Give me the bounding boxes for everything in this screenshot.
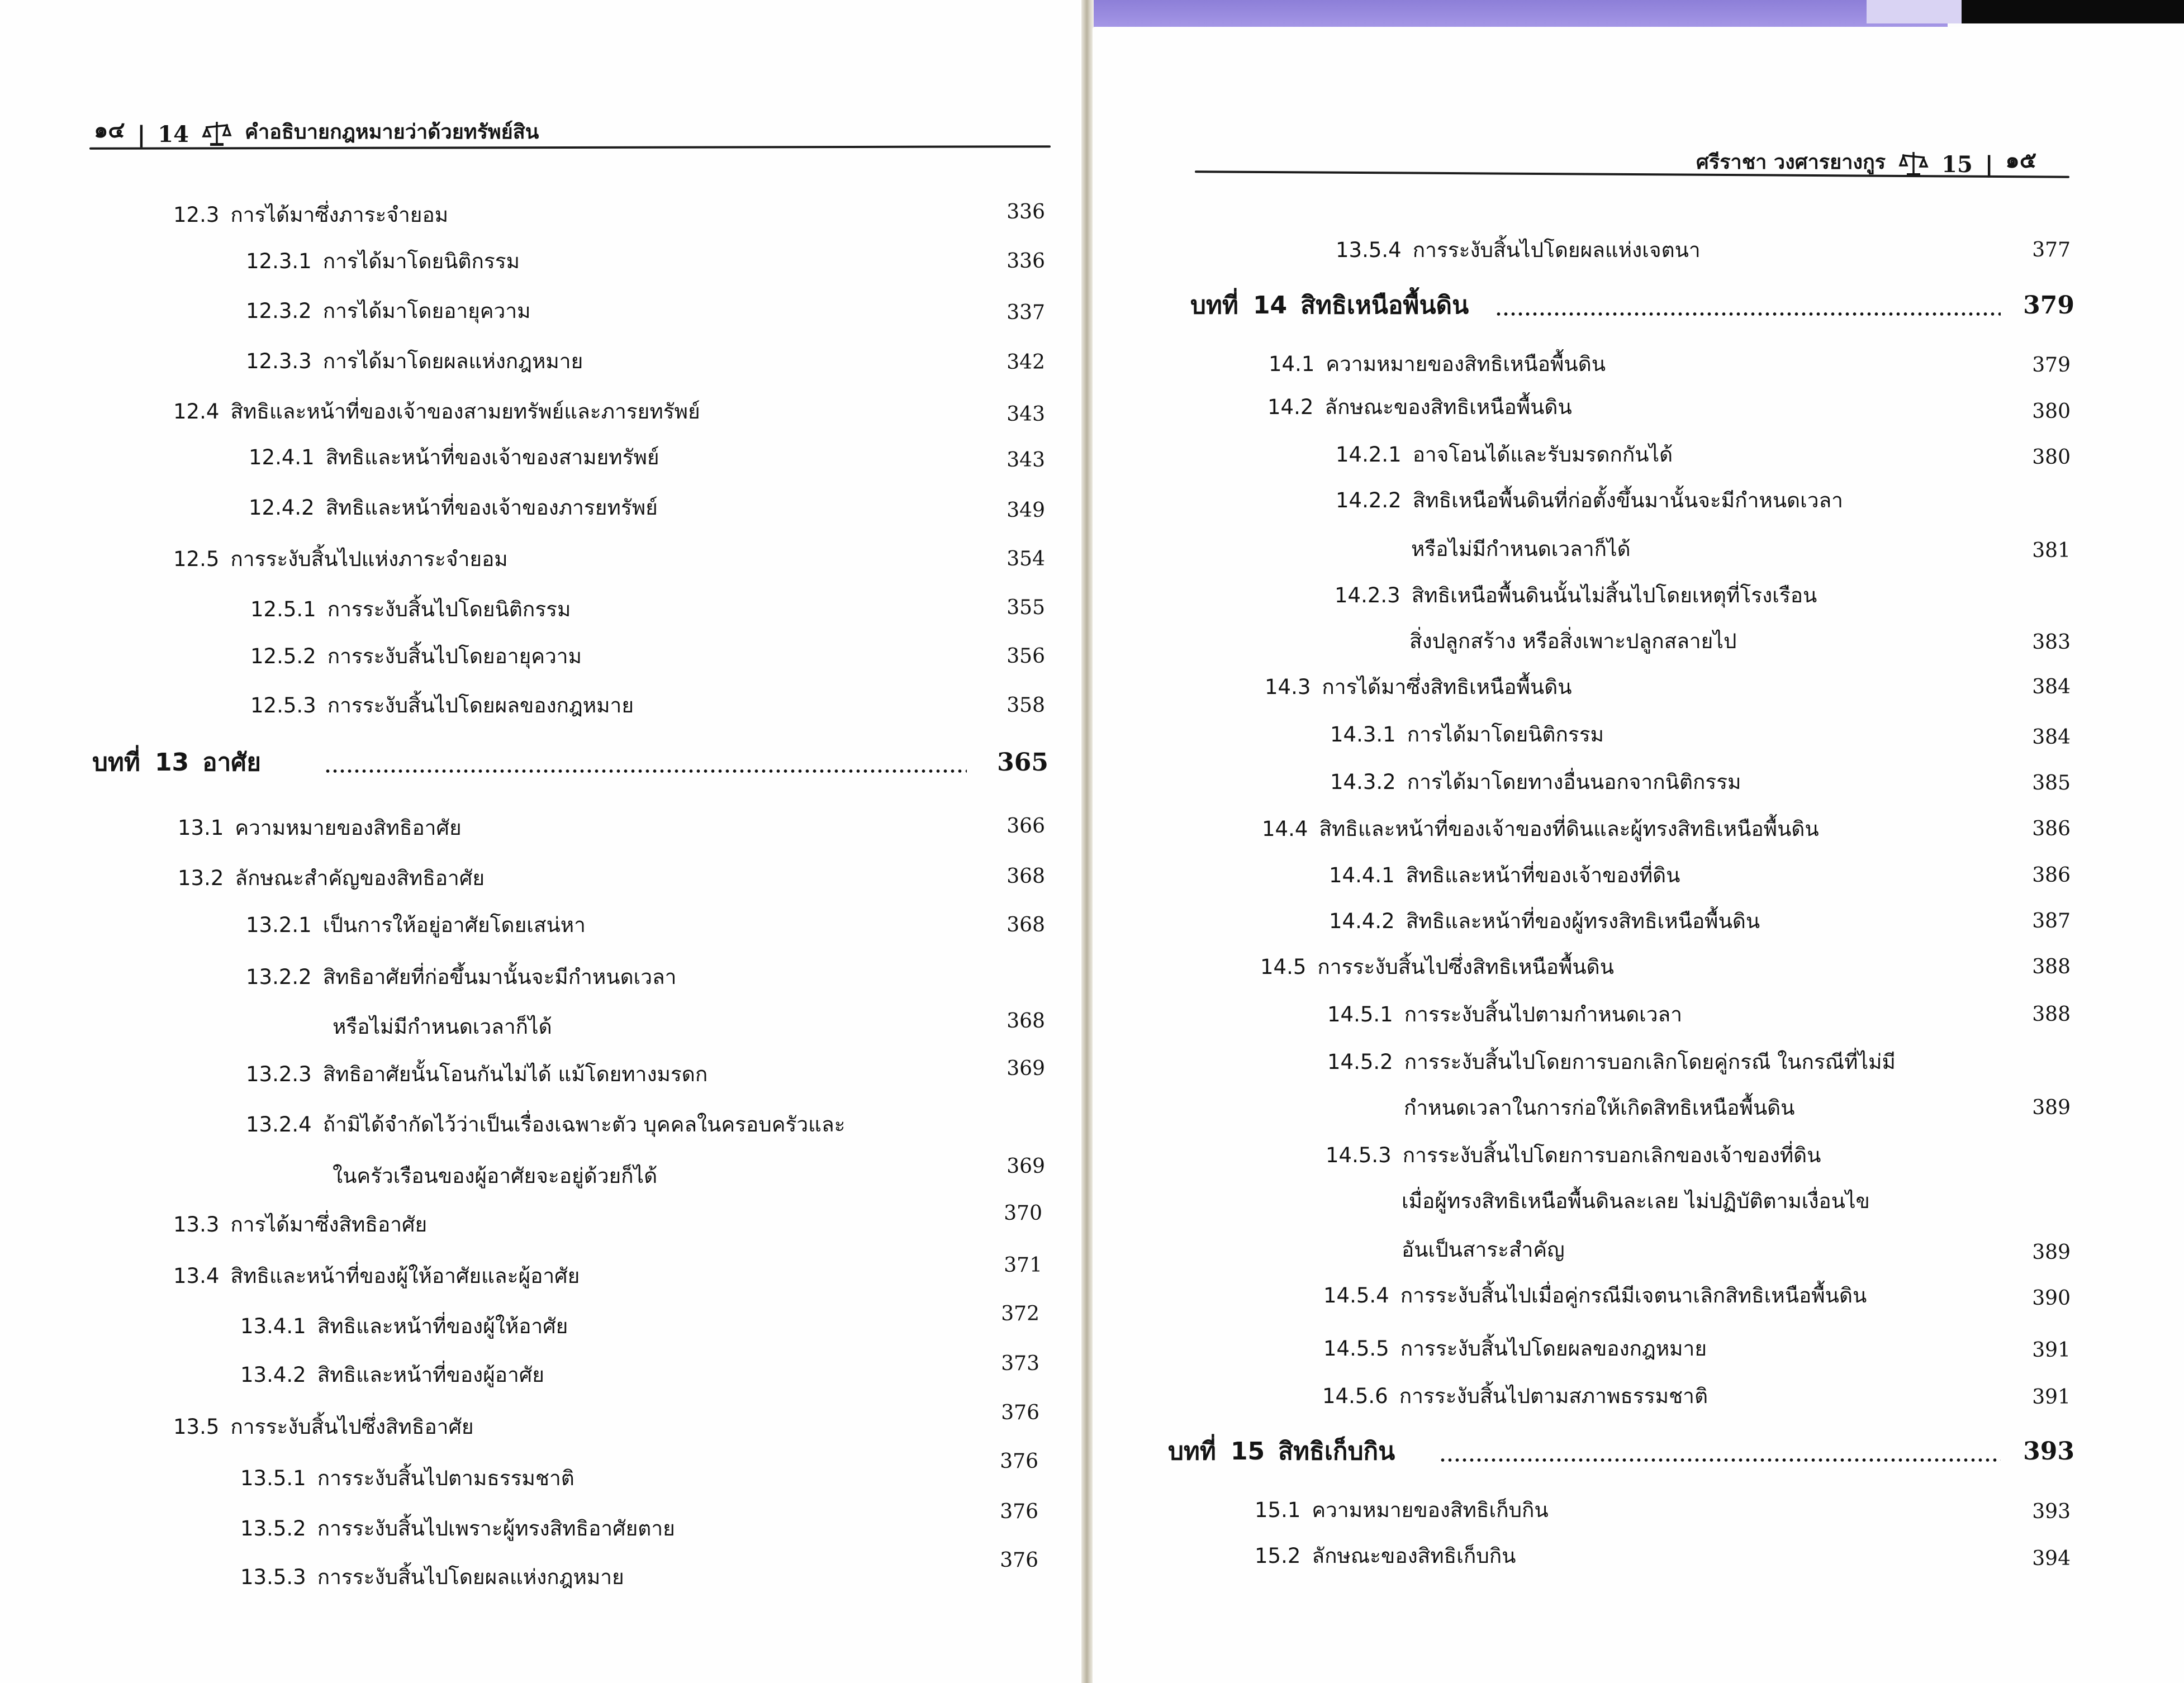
page-reference: 384	[2032, 726, 2071, 749]
page-reference: 368	[1006, 1010, 1045, 1033]
section-title: การระงับสิ้นไปซึ่งสิทธิเหนือพื้นดิน	[1317, 955, 1615, 979]
section-title: สิทธิอาศัยนั้นโอนกันไม่ได้ แม้โดยทางมรดก	[322, 1062, 708, 1086]
section-title: ลักษณะสำคัญของสิทธิอาศัย	[235, 866, 485, 890]
toc-entry	[250, 596, 571, 624]
section-title: หรือไม่มีกำหนดเวลาก็ได้	[333, 1015, 552, 1039]
section-number: 13.4.2	[240, 1363, 306, 1387]
section-title: การระงับสิ้นไปเพราะผู้ทรงสิทธิอาศัยตาย	[317, 1516, 675, 1541]
toc-entry	[1323, 1282, 1867, 1310]
page-reference: 366	[1006, 815, 1045, 838]
section-number: 12.3.2	[246, 299, 312, 323]
section-number: 13.5.4	[1336, 238, 1402, 262]
section-title: การระงับสิ้นไปโดยการบอกเลิกโดยคู่กรณี ในกรณีที่ไม่มี	[1404, 1050, 1896, 1074]
page-reference: 342	[1006, 351, 1045, 374]
page-reference: 369	[1006, 1155, 1045, 1178]
page-reference: 343	[1006, 403, 1045, 426]
section-title: การระงับสิ้นไปโดยผลของกฎหมาย	[327, 693, 634, 717]
toc-entry	[240, 1361, 544, 1389]
section-number: 15.1	[1255, 1498, 1301, 1522]
page-reference: 393	[2032, 1500, 2071, 1523]
section-title: ความหมายของสิทธิเก็บกิน	[1312, 1498, 1549, 1522]
chapter-title: อาศัย	[202, 748, 262, 777]
section-number: 14.4	[1262, 817, 1308, 841]
page-reference: 356	[1006, 645, 1045, 668]
section-title: การได้มาโดยทางอื่นนอกจากนิติกรรม	[1407, 770, 1741, 794]
page-number-thai: ๑๕	[2005, 148, 2037, 173]
page-number: 14	[158, 121, 189, 148]
section-title: หรือไม่มีกำหนดเวลาก็ได้	[1411, 537, 1631, 561]
page-reference: 380	[2032, 446, 2071, 469]
toc-entry	[240, 1563, 624, 1591]
page-reference: 394	[2032, 1547, 2071, 1570]
section-number: 12.5.3	[250, 693, 316, 717]
toc-entry	[1330, 721, 1604, 749]
section-title: สิทธิและหน้าที่ของผู้ทรงสิทธิเหนือพื้นดิน	[1406, 909, 1760, 933]
chapter-title: สิทธิเก็บกิน	[1278, 1437, 1395, 1466]
section-title: การระงับสิ้นไปเมื่อคู่กรณีมีเจตนาเลิกสิทธิเหนือพื้นดิน	[1400, 1283, 1867, 1308]
book-gutter	[1081, 0, 1094, 1683]
section-number: 14.3	[1265, 675, 1311, 699]
page-reference: 386	[2032, 817, 2071, 840]
section-number: 15.2	[1255, 1544, 1301, 1568]
page-reference: 393	[2023, 1437, 2074, 1466]
page-reference: 376	[1000, 1549, 1038, 1572]
chapter-word: บทที่	[92, 748, 140, 777]
section-number: 12.3	[173, 203, 220, 227]
section-title: การระงับสิ้นไปโดยอายุความ	[327, 644, 582, 668]
section-number: 13.2.1	[246, 913, 312, 937]
toc-entry	[178, 814, 462, 842]
toc-entry	[246, 297, 531, 325]
section-title: อันเป็นสาระสำคัญ	[1402, 1238, 1565, 1262]
page-reference: 354	[1006, 548, 1045, 570]
toc-entry	[246, 911, 586, 939]
page-reference: 372	[1001, 1302, 1039, 1325]
section-number: 12.3.3	[246, 349, 312, 373]
section-title: การได้มาซึ่งภาระจำยอม	[230, 203, 449, 227]
separator: |	[137, 122, 146, 148]
page-reference: 373	[1001, 1352, 1039, 1375]
page-reference: 368	[1006, 865, 1045, 888]
page-reference: 389	[2032, 1241, 2071, 1264]
page-reference: 387	[2032, 910, 2071, 933]
toc-entry	[1255, 1496, 1549, 1524]
section-title: สิทธิเหนือพื้นดินที่ก่อตั้งขึ้นมานั้นจะมีกำหนดเวลา	[1412, 488, 1843, 512]
scales-of-justice-icon	[201, 120, 232, 148]
toc-entry	[1402, 1187, 1870, 1215]
toc-entry	[178, 864, 485, 892]
section-number: 13.2.2	[246, 965, 312, 989]
toc-entry	[1267, 393, 1572, 421]
section-number: 14.5.2	[1327, 1050, 1393, 1074]
page-reference: 371	[1004, 1254, 1042, 1277]
section-number: 14.2.2	[1336, 488, 1402, 512]
section-title: สิทธิและหน้าที่ของเจ้าของสามยทรัพย์	[325, 445, 659, 469]
toc-entry	[1402, 1236, 1565, 1264]
page-reference: 388	[2032, 955, 2071, 978]
toc-chapter-entry	[1190, 292, 1469, 320]
page-reference: 365	[997, 748, 1048, 777]
section-number: 14.2.1	[1336, 443, 1402, 467]
section-title: การระงับสิ้นไปโดยผลแห่งเจตนา	[1412, 238, 1701, 262]
section-number: 14.2.3	[1335, 583, 1400, 607]
toc-entry	[1404, 1094, 1794, 1122]
toc-entry	[173, 545, 508, 573]
toc-entry	[250, 692, 634, 720]
section-title: การได้มาซึ่งสิทธิเหนือพื้นดิน	[1322, 675, 1572, 699]
toc-entry	[333, 1162, 657, 1190]
section-number: 13.5.2	[240, 1516, 306, 1541]
toc-entry	[250, 643, 582, 671]
section-title: การระงับสิ้นไปตามธรรมชาติ	[317, 1466, 575, 1490]
right-page	[1093, 27, 2184, 1683]
section-number: 13.4	[173, 1264, 220, 1288]
page-reference: 380	[2032, 400, 2071, 423]
section-title: การระงับสิ้นไปซึ่งสิทธิอาศัย	[230, 1415, 474, 1439]
section-title: เป็นการให้อยู่อาศัยโดยเสน่หา	[322, 913, 586, 937]
section-title: การได้มาโดยนิติกรรม	[1407, 722, 1604, 747]
book-title: คำอธิบายกฎหมายว่าด้วยทรัพย์สิน	[244, 121, 539, 144]
section-number: 14.5.3	[1326, 1143, 1392, 1167]
toc-chapter-entry	[1168, 1438, 1395, 1466]
section-number: 12.4.2	[249, 496, 315, 520]
toc-entry	[1336, 487, 1843, 515]
page-reference: 336	[1006, 201, 1045, 224]
toc-entry	[173, 1262, 580, 1290]
page-reference: 370	[1004, 1202, 1042, 1225]
page-reference: 376	[1001, 1401, 1039, 1424]
toc-entry	[1336, 236, 1701, 264]
toc-entry	[249, 494, 658, 522]
separator: |	[1984, 152, 1993, 178]
page-reference: 390	[2032, 1287, 2071, 1310]
top-background-band	[1093, 0, 1948, 30]
toc-entry	[1326, 1142, 1821, 1169]
section-number: 13.5.3	[240, 1565, 306, 1589]
toc-entry	[1262, 815, 1819, 843]
toc-entry	[1327, 1048, 1896, 1076]
toc-entry	[1269, 350, 1606, 378]
toc-entry	[1411, 535, 1631, 563]
section-title: ในครัวเรือนของผู้อาศัยจะอยู่ด้วยก็ได้	[333, 1164, 658, 1188]
section-number: 14.5	[1260, 955, 1307, 979]
chapter-word: บทที่	[1190, 291, 1238, 320]
section-title: ลักษณะของสิทธิเก็บกิน	[1312, 1544, 1516, 1568]
toc-entry	[173, 201, 448, 229]
page-reference: 388	[2032, 1003, 2071, 1026]
page-reference: 349	[1006, 499, 1045, 522]
section-number: 12.5.2	[250, 644, 316, 668]
section-number: 14.4.1	[1329, 863, 1395, 887]
section-number: 14.5.4	[1323, 1283, 1389, 1308]
page-reference: 389	[2032, 1096, 2071, 1119]
toc-entry	[1335, 582, 1817, 610]
section-title: สิทธิอาศัยที่ก่อขึ้นมานั้นจะมีกำหนดเวลา	[322, 965, 677, 989]
leader-dots	[324, 769, 967, 773]
toc-entry	[1329, 907, 1760, 935]
section-number: 13.1	[178, 816, 224, 840]
page-reference: 379	[2023, 291, 2074, 320]
toc-entry	[1330, 768, 1741, 796]
section-number: 14.5.1	[1327, 1002, 1393, 1026]
page-reference: 376	[1000, 1450, 1038, 1473]
page-reference: 384	[2032, 676, 2071, 698]
section-title: การได้มาโดยอายุความ	[322, 299, 531, 323]
chapter-number: 14	[1252, 291, 1288, 320]
toc-chapter-entry	[92, 749, 261, 777]
section-title: การได้มาโดยผลแห่งกฎหมาย	[322, 349, 583, 373]
scales-of-justice-icon	[1898, 150, 1929, 178]
section-title: การระงับสิ้นไปโดยผลแห่งกฎหมาย	[317, 1565, 624, 1589]
section-number: 13.2	[178, 866, 224, 890]
section-title: สิทธิและหน้าที่ของเจ้าของที่ดิน	[1406, 863, 1680, 887]
section-title: กำหนดเวลาในการก่อให้เกิดสิทธิเหนือพื้นดิน	[1404, 1096, 1795, 1120]
toc-entry	[246, 248, 520, 275]
section-number: 14.2	[1267, 395, 1314, 419]
section-number: 13.2.3	[246, 1062, 312, 1086]
section-title: สิทธิและหน้าที่ของผู้ให้อาศัยและผู้อาศัย	[230, 1264, 580, 1288]
toc-entry	[246, 348, 583, 375]
top-background-light	[1867, 0, 1962, 23]
section-title: ความหมายของสิทธิเหนือพื้นดิน	[1326, 352, 1606, 376]
page-reference: 368	[1006, 914, 1045, 936]
toc-entry	[246, 1061, 708, 1088]
page-reference: 343	[1006, 449, 1045, 472]
section-title: การระงับสิ้นไปตามสภาพธรรมชาติ	[1399, 1384, 1708, 1408]
toc-entry	[240, 1465, 575, 1492]
section-number: 14.4.2	[1329, 909, 1395, 933]
section-number: 12.3.1	[246, 249, 312, 273]
author-name: ศรีราชา วงศารยางกูร	[1696, 151, 1886, 174]
page-reference: 379	[2032, 354, 2071, 377]
toc-entry	[173, 1211, 427, 1239]
section-number: 14.3.1	[1330, 722, 1396, 747]
page-number-thai: ๑๔	[94, 117, 125, 143]
toc-entry	[249, 444, 659, 472]
page-reference: 376	[1000, 1500, 1038, 1523]
section-number: 13.5	[173, 1415, 220, 1439]
toc-entry	[1336, 441, 1673, 469]
section-title: เมื่อผู้ทรงสิทธิเหนือพื้นดินละเลย ไม่ปฏิบัติตามเงื่อนไข	[1402, 1189, 1870, 1213]
toc-entry	[1260, 953, 1614, 981]
section-number: 13.2.4	[246, 1113, 312, 1137]
section-number: 13.5.1	[240, 1466, 306, 1490]
chapter-title: สิทธิเหนือพื้นดิน	[1300, 291, 1469, 320]
leader-dots	[1495, 312, 2001, 316]
page-reference: 358	[1006, 694, 1045, 717]
toc-entry	[173, 1413, 474, 1441]
right-running-head	[1696, 142, 2036, 178]
toc-entry	[1327, 1001, 1682, 1029]
toc-entry	[1323, 1335, 1707, 1363]
left-page	[0, 0, 1087, 1683]
section-number: 12.5.1	[250, 597, 316, 621]
page-reference: 336	[1006, 250, 1045, 273]
toc-entry	[333, 1013, 552, 1041]
top-background-dark	[1962, 0, 2184, 23]
section-title: การระงับสิ้นไปโดยการบอกเลิกของเจ้าของที่ดิน	[1402, 1143, 1821, 1167]
section-number: 12.4	[173, 400, 220, 424]
leader-dots	[1439, 1458, 2001, 1462]
toc-entry	[173, 398, 700, 426]
chapter-word: บทที่	[1168, 1437, 1216, 1466]
page-reference: 385	[2032, 772, 2071, 795]
toc-entry	[1265, 673, 1572, 701]
page-reference: 369	[1006, 1057, 1045, 1080]
page-reference: 381	[2032, 539, 2071, 562]
section-number: 14.5.5	[1323, 1337, 1389, 1361]
section-title: สิทธิและหน้าที่ของเจ้าของภารยทรัพย์	[325, 496, 658, 520]
section-number: 14.5.6	[1322, 1384, 1388, 1408]
section-title: สิทธิเหนือพื้นดินนั้นไม่สิ้นไปโดยเหตุที่โรงเรือน	[1411, 583, 1817, 607]
toc-entry	[246, 963, 676, 991]
toc-entry	[1409, 627, 1736, 655]
toc-entry	[246, 1111, 846, 1139]
section-title: สิ่งปลูกสร้าง หรือสิ่งเพาะปลูกสลายไป	[1409, 629, 1737, 653]
section-title: การได้มาโดยนิติกรรม	[322, 249, 520, 273]
chapter-number: 15	[1230, 1437, 1265, 1466]
page-reference: 377	[2032, 239, 2071, 262]
toc-entry	[1255, 1542, 1516, 1570]
section-title: สิทธิและหน้าที่ของผู้ให้อาศัย	[317, 1314, 568, 1338]
section-number: 14.1	[1269, 352, 1315, 376]
section-title: อาจโอนได้และรับมรดกกันได้	[1412, 443, 1673, 467]
section-number: 13.4.1	[240, 1314, 306, 1338]
section-number: 14.3.2	[1330, 770, 1396, 794]
section-number: 12.5	[173, 547, 220, 571]
section-title: สิทธิและหน้าที่ของเจ้าของที่ดินและผู้ทรงสิทธิเหนือพื้นดิน	[1319, 817, 1819, 841]
chapter-number: 13	[154, 748, 189, 777]
section-title: การได้มาซึ่งสิทธิอาศัย	[230, 1213, 428, 1237]
section-title: การระงับสิ้นไปโดยผลของกฎหมาย	[1400, 1337, 1707, 1361]
page-reference: 337	[1006, 301, 1045, 324]
section-title: การระงับสิ้นไปโดยนิติกรรม	[327, 597, 571, 621]
toc-entry	[240, 1515, 675, 1543]
section-title: ถ้ามิได้จำกัดไว้ว่าเป็นเรื่องเฉพาะตัว บุคคลในครอบครัวและ	[322, 1113, 846, 1137]
toc-entry	[240, 1313, 568, 1340]
section-title: ลักษณะของสิทธิเหนือพื้นดิน	[1324, 395, 1572, 419]
page-reference: 355	[1006, 596, 1045, 619]
section-number: 12.4.1	[249, 445, 315, 469]
toc-entry	[1329, 862, 1680, 890]
section-title: ความหมายของสิทธิอาศัย	[235, 816, 462, 840]
section-title: สิทธิและหน้าที่ของเจ้าของสามยทรัพย์และภารยทรัพย์	[230, 400, 700, 424]
section-title: การระงับสิ้นไปแห่งภาระจำยอม	[230, 547, 508, 571]
page-reference: 386	[2032, 864, 2071, 887]
toc-entry	[1322, 1382, 1708, 1410]
section-title: การระงับสิ้นไปตามกำหนดเวลา	[1404, 1002, 1682, 1026]
section-number: 13.3	[173, 1213, 220, 1237]
section-title: สิทธิและหน้าที่ของผู้อาศัย	[317, 1363, 544, 1387]
page-reference: 391	[2032, 1339, 2071, 1362]
page-reference: 391	[2032, 1386, 2071, 1409]
left-running-head	[94, 112, 539, 148]
page-reference: 383	[2032, 631, 2071, 654]
page-number: 15	[1941, 151, 1973, 178]
